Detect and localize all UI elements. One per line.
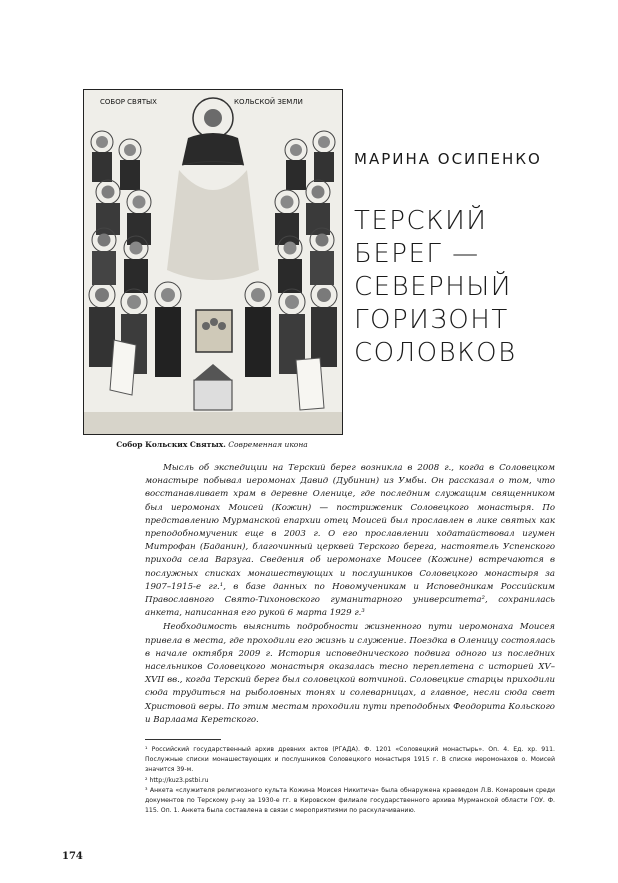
icon-inscription-left: СОБОР СВЯТЫХ xyxy=(100,98,157,106)
footnote: ³ Анкета «служителя религиозного культа Кожина Моисея Никитича» была обнаружена краеведом Л.В. Комаровым среди документов по Терскому р-ну за 1930-е гг. в Кировском филиале государственного архива Мурманской области ГОУ. Ф. 115. Оп. 1. Анкета была составлена в связи с мероприятиями по раскулачиванию. xyxy=(145,786,555,815)
footnote-divider xyxy=(145,739,221,740)
icon-illustration xyxy=(83,89,343,435)
ground-band xyxy=(84,412,342,434)
christ-robe xyxy=(182,133,244,165)
footnote: ² http://kuz3.pstbi.ru xyxy=(145,776,209,784)
caption-bold: Собор Кольских Святых. xyxy=(116,440,226,449)
article-title xyxy=(354,205,594,370)
body-paragraph: Мысль об экспедиции на Терский берег возникла в 2008 г., когда в Соловецком монастыре побывал иеромонах Давид (Дубинин) из Умбы. Он рассказал о том, что восстанавливает храм в деревне Оленице, где последним служащим священником был иеромонах Моисей (Кожин) — постриженик Соловецкого монастыря. По представлению Мурманской епархии отец Моисей был прославлен в лике святых как преподобномученик еще в 2003 г. О его прославлении ходатайствовал игумен Митрофан (Баданин), благочинный церквей Терского берега, настоятель Успенского прихода села Варзуга. Сведения об иеромонахе Моисее (Кожине) встречаются в послужных списках монашествующих и послушников Соловецкого монастыря за 1907–1915-е гг.¹, в базе данных по Новомученикам и Исповедникам Российским Православного Свято-Тихоновского гуманитарного университета², сохранилась анкета, написанная его рукой 6 марта 1929 г.³ xyxy=(145,463,555,619)
figure-caption xyxy=(83,440,341,449)
body-paragraph: Необходимость выяснить подробности жизненного пути иеромонаха Моисея привела в места, где проходили его жизнь и служение. Поездка в Оленицу состоялась в начале октября 2009 г. История исповеднического подвига одного из последних насельников Соловецкого монастыря оказалась тесно переплетена с историей XV–XVII вв., когда Терский берег был соловецкой вотчиной. Соловецкие старцы приходили сюда трудиться на рыболовных тонях и солеварницах, а главное, несли сюда свет Христовой веры. По этим местам проходили пути преподобных Феодорита Кольского и Варлаама Керетского. xyxy=(145,622,555,725)
scroll-left xyxy=(110,340,136,395)
title-line: ТЕРСКИЙ xyxy=(354,206,488,236)
title-line: БЕРЕГ — xyxy=(354,239,480,269)
saints-icon-image xyxy=(84,90,342,434)
footnote: ¹ Российский государственный архив древних актов (РГАДА). Ф. 1201 «Соловецкий монастырь». Оп. 4. Ед. хр. 911. Послужные списки монашествующих и послушников Соловецкого монастыря 1915 г. В списке иеромонахов о. Моисей значится 39-м. xyxy=(145,746,555,774)
title-line: СОЛОВКОВ xyxy=(354,338,517,368)
article-body xyxy=(145,462,555,727)
christ-face xyxy=(204,109,222,127)
title-line: СЕВЕРНЫЙ xyxy=(354,272,512,302)
title-line: ГОРИЗОНТ xyxy=(354,305,509,335)
page-number: 174 xyxy=(62,851,83,862)
scroll-right xyxy=(296,358,324,410)
footnotes xyxy=(145,745,555,816)
monastery-shape xyxy=(194,380,232,410)
held-icon xyxy=(196,310,232,352)
icon-inscription-right: КОЛЬСКОЙ ЗЕМЛИ xyxy=(234,98,303,106)
author-name: МАРИНА ОСИПЕНКО xyxy=(354,150,542,168)
caption-italic: Современная икона xyxy=(228,440,308,449)
